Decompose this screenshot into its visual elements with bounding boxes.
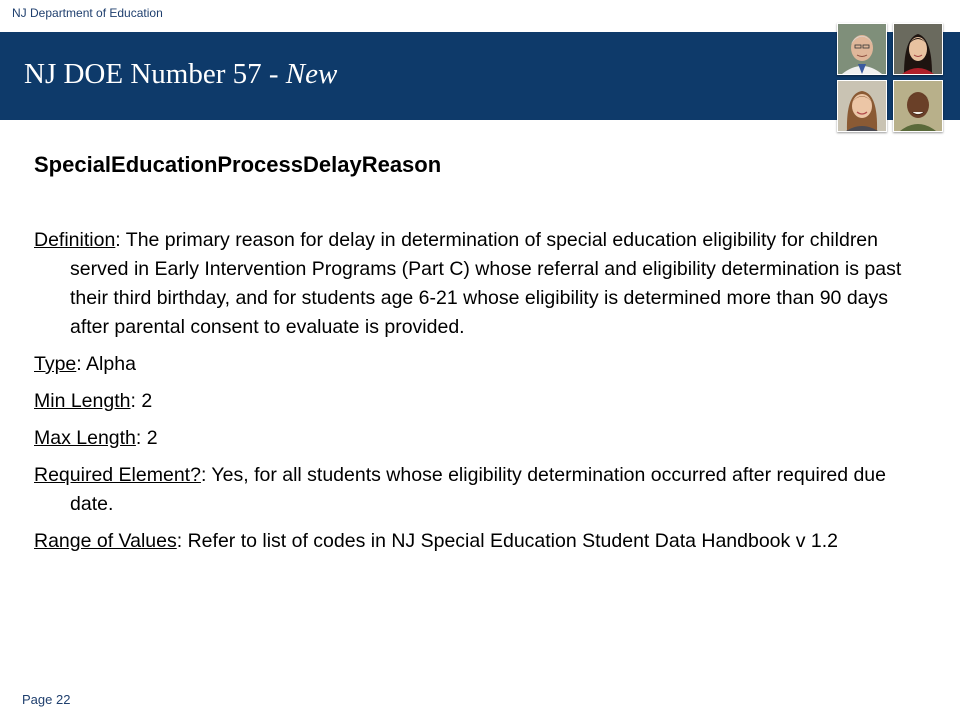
field-value: The primary reason for delay in determination of special education eligibility for children served in Early Intervention Programs (Part C) whose referral and eligibility determination is past their third birthday, and for students age 6-21 whose eligibility is determined more than 90 days after parental consent to evaluate is provided. <box>70 229 902 338</box>
field-separator: : <box>135 427 147 449</box>
field-separator: : <box>115 229 126 251</box>
field-label: Range of Values <box>34 530 177 552</box>
field-min-length <box>34 387 914 416</box>
field-label: Definition <box>34 229 116 251</box>
field-definition <box>34 226 914 342</box>
field-separator: : <box>130 390 142 412</box>
page-title <box>24 58 337 91</box>
staff-photo-man-white-hair <box>837 23 887 75</box>
field-separator: : <box>176 530 188 552</box>
page-title-main: NJ DOE Number 57 - <box>24 58 286 90</box>
field-value: Alpha <box>86 353 136 375</box>
field-value: Yes, for all students whose eligibility determination occurred after required due date. <box>70 464 886 515</box>
page-title-emphasis: New <box>285 58 338 90</box>
field-range-of-values <box>34 527 914 556</box>
field-value: 2 <box>146 427 158 449</box>
staff-photo-woman-light-hair <box>837 80 887 132</box>
field-value: 2 <box>141 390 153 412</box>
field-type <box>34 350 914 379</box>
field-label: Required Element? <box>34 464 201 486</box>
field-separator: : <box>76 353 87 375</box>
field-separator: : <box>200 464 212 486</box>
field-label: Min Length <box>34 390 131 412</box>
page-number: Page 22 <box>22 692 71 707</box>
element-name-heading: SpecialEducationProcessDelayReason <box>34 152 442 177</box>
staff-photo-man-dark-skin <box>893 80 943 132</box>
staff-photo-woman-dark-hair <box>893 23 943 75</box>
org-name: NJ Department of Education <box>12 6 163 20</box>
staff-photos <box>834 20 946 130</box>
field-required-element <box>34 461 914 519</box>
field-value: Refer to list of codes in NJ Special Education Student Data Handbook v 1.2 <box>187 530 838 552</box>
element-definition-list <box>34 226 914 564</box>
field-label: Max Length <box>34 427 136 449</box>
field-label: Type <box>34 353 77 375</box>
field-max-length <box>34 424 914 453</box>
